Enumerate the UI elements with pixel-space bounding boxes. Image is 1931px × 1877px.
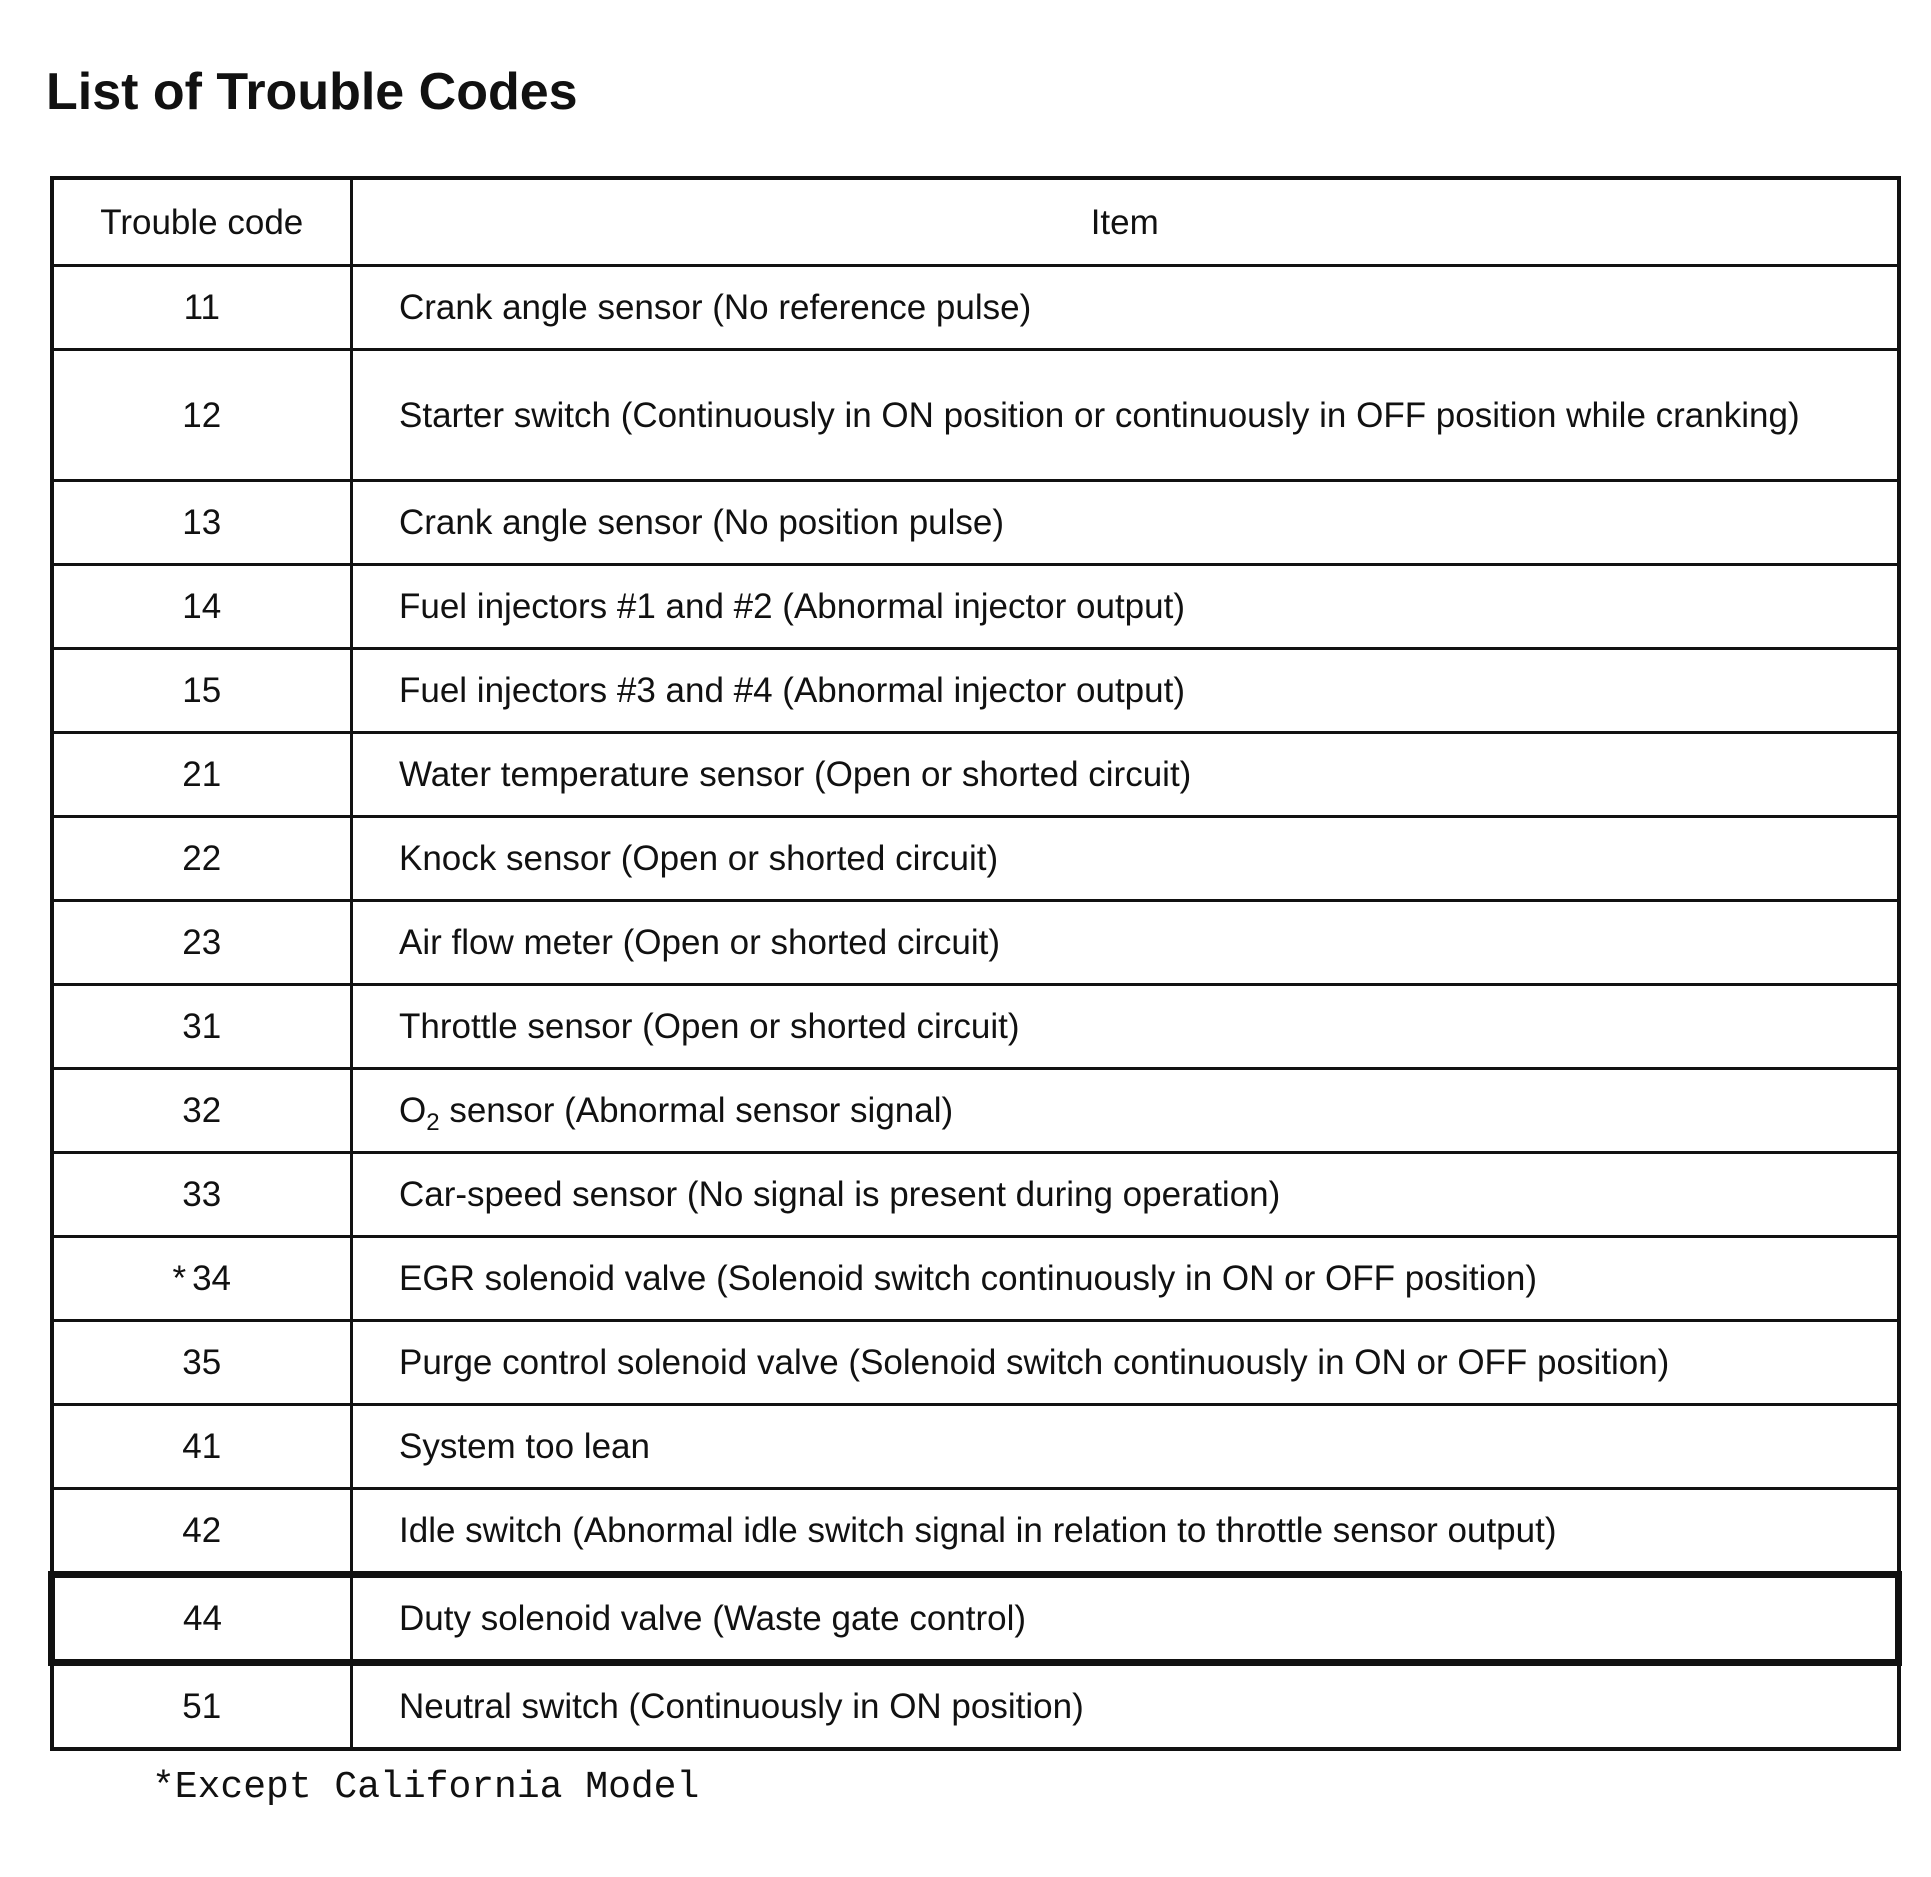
- table-row: [52, 649, 1899, 733]
- table-row: [52, 350, 1899, 481]
- item-cell: Air flow meter (Open or shorted circuit): [352, 901, 1899, 985]
- table-row: [52, 1489, 1899, 1575]
- item-cell: Fuel injectors #1 and #2 (Abnormal injector output): [352, 565, 1899, 649]
- trouble-code-cell: 41: [52, 1405, 352, 1489]
- item-cell: Crank angle sensor (No reference pulse): [352, 266, 1899, 350]
- item-text-subscript: 2: [426, 1109, 440, 1136]
- trouble-codes-table: [48, 176, 1902, 1751]
- trouble-code-cell: 14: [52, 565, 352, 649]
- table-header-row: [52, 178, 1899, 266]
- table-row: [52, 1153, 1899, 1237]
- item-cell: Starter switch (Continuously in ON position or continuously in OFF position while cranking): [352, 350, 1899, 481]
- trouble-code-cell: [52, 1237, 352, 1321]
- trouble-code-cell: 44: [52, 1575, 352, 1663]
- trouble-code-cell: 33: [52, 1153, 352, 1237]
- footnote: *Except California Model: [152, 1766, 700, 1809]
- item-cell: [352, 1069, 1899, 1153]
- table-row: [52, 1237, 1899, 1321]
- item-text-prefix: O: [399, 1091, 427, 1130]
- trouble-code-value: 34: [192, 1259, 232, 1298]
- trouble-code-cell: 51: [52, 1663, 352, 1750]
- trouble-code-cell: 32: [52, 1069, 352, 1153]
- item-cell: Idle switch (Abnormal idle switch signal in relation to throttle sensor output): [352, 1489, 1899, 1575]
- table-row: [52, 481, 1899, 565]
- item-text: sensor (Abnormal sensor signal): [439, 1091, 954, 1130]
- item-cell: Neutral switch (Continuously in ON position): [352, 1663, 1899, 1750]
- trouble-code-cell: 21: [52, 733, 352, 817]
- item-cell: Knock sensor (Open or shorted circuit): [352, 817, 1899, 901]
- table-row: [52, 1069, 1899, 1153]
- trouble-code-cell: 12: [52, 350, 352, 481]
- column-header-item: Item: [352, 178, 1899, 266]
- table-row: [52, 817, 1899, 901]
- trouble-code-cell: 35: [52, 1321, 352, 1405]
- trouble-code-cell: 22: [52, 817, 352, 901]
- item-cell: Throttle sensor (Open or shorted circuit): [352, 985, 1899, 1069]
- table-row: [52, 1405, 1899, 1489]
- trouble-code-cell: 23: [52, 901, 352, 985]
- trouble-code-cell: 13: [52, 481, 352, 565]
- table-row: [52, 1663, 1899, 1750]
- item-cell: Purge control solenoid valve (Solenoid switch continuously in ON or OFF position): [352, 1321, 1899, 1405]
- page-title: List of Trouble Codes: [46, 63, 578, 121]
- trouble-code-cell: 42: [52, 1489, 352, 1575]
- item-cell: Duty solenoid valve (Waste gate control): [352, 1575, 1899, 1663]
- table-row-highlighted: [52, 1575, 1899, 1663]
- table-row: [52, 733, 1899, 817]
- table-row: [52, 1321, 1899, 1405]
- trouble-code-cell: 31: [52, 985, 352, 1069]
- column-header-trouble-code: Trouble code: [52, 178, 352, 266]
- item-cell: System too lean: [352, 1405, 1899, 1489]
- trouble-code-cell: 11: [52, 266, 352, 350]
- item-cell: Fuel injectors #3 and #4 (Abnormal injector output): [352, 649, 1899, 733]
- trouble-code-cell: 15: [52, 649, 352, 733]
- item-cell: EGR solenoid valve (Solenoid switch continuously in ON or OFF position): [352, 1237, 1899, 1321]
- table-row: [52, 901, 1899, 985]
- table-row: [52, 565, 1899, 649]
- item-cell: Crank angle sensor (No position pulse): [352, 481, 1899, 565]
- table-row: [52, 985, 1899, 1069]
- table-row: [52, 266, 1899, 350]
- item-cell: Car-speed sensor (No signal is present during operation): [352, 1153, 1899, 1237]
- asterisk-mark: *: [172, 1259, 187, 1298]
- item-cell: Water temperature sensor (Open or shorted circuit): [352, 733, 1899, 817]
